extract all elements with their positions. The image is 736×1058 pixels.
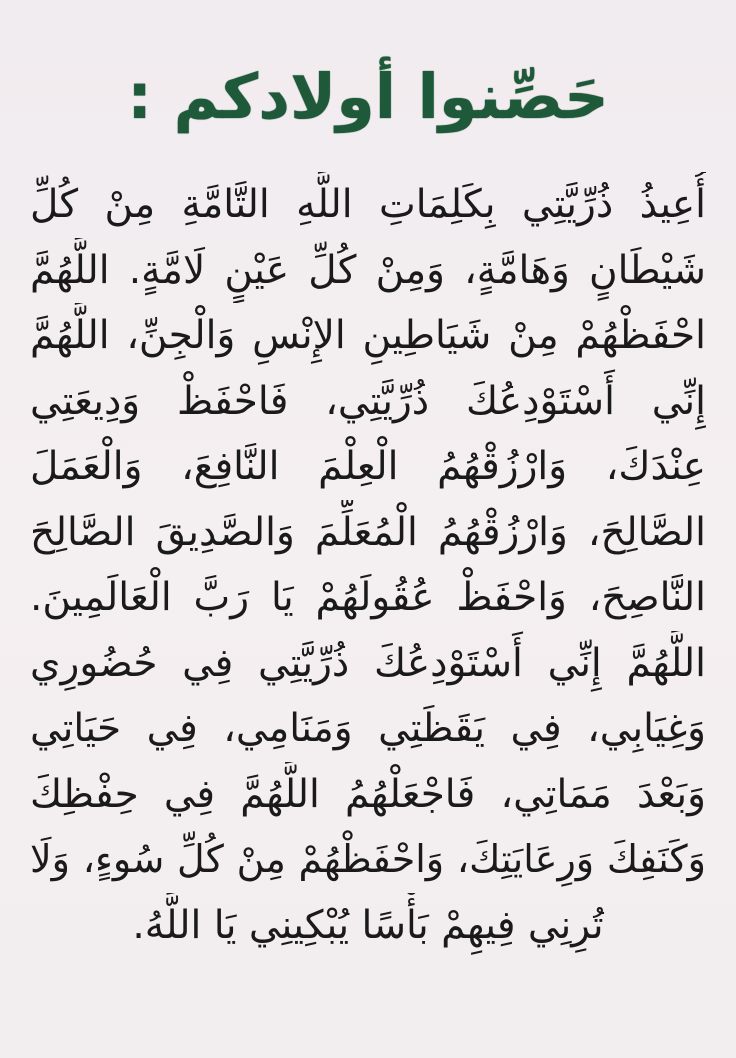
text-line: عِنْدَكَ، وَارْزُقْهُمُ الْعِلْمَ النَّافِعَ، وَالْعَمَلَ — [30, 444, 706, 489]
text-line: تُرِنِي فِيهِمْ بَأْسًا يُبْكِينِي يَا اللَّهُ. — [132, 902, 604, 948]
text-line: وَكَنَفِكَ وَرِعَايَتِكَ، وَاحْفَظْهُمْ مِنْ كُلِّ سُوءٍ، وَلَا — [30, 837, 706, 881]
text-line: احْفَظْهُمْ مِنْ شَيَاطِينِ الإِنْسِ وَالْجِنِّ، اللَّهُمَّ — [30, 313, 706, 358]
text-line: إِنِّي أَسْتَوْدِعُكَ ذُرِّيَّتِي، فَاحْفَظْ وَدِيعَتِي — [30, 378, 706, 424]
text-line: النَّاصِحَ، وَاحْفَظْ عُقُولَهُمْ يَا رَبَّ الْعَالَمِينَ. — [30, 575, 706, 620]
text-line: وَبَعْدَ مَمَاتِي، فَاجْعَلْهُمُ اللَّهُمَّ فِي حِفْظِكَ — [30, 771, 706, 817]
text-line: أُعِيذُ ذُرِّيَّتِي بِكَلِمَاتِ اللَّهِ التَّامَّةِ مِنْ كُلِّ — [30, 182, 706, 227]
text-line: وَغِيَابِي، فِي يَقَظَتِي وَمَنَامِي، فِي حَيَاتِي — [30, 706, 706, 751]
text-line: شَيْطَانٍ وَهَامَّةٍ، وَمِنْ كُلِّ عَيْنٍ لَامَّةٍ. اللَّهُمَّ — [30, 247, 706, 293]
text-line: اللَّهُمَّ إِنِّي أَسْتَوْدِعُكَ ذُرِّيَّتِي فِي حُضُورِي — [30, 640, 706, 686]
page-title: حَصِّنوا أولادكم : — [127, 60, 609, 133]
text-line: الصَّالِحَ، وَارْزُقْهُمُ الْمُعَلِّمَ وَالصَّدِيقَ الصَّالِحَ — [30, 509, 706, 555]
supplication-text — [30, 172, 706, 958]
